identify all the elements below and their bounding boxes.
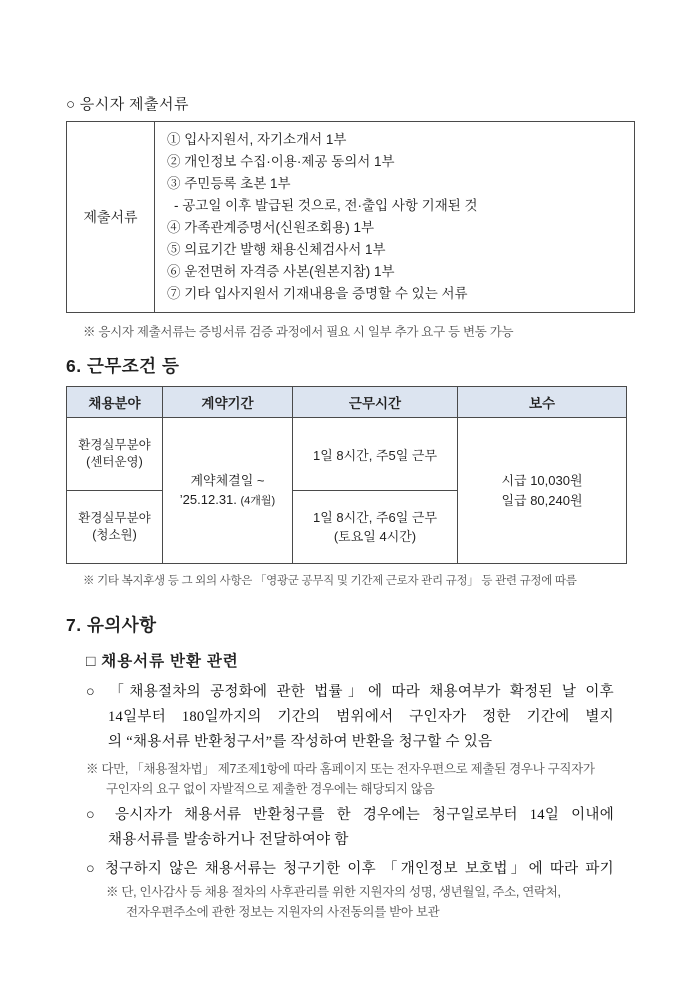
hourly-pay: 시급 10,030원 (501, 472, 583, 488)
doc-item-5: ⑤ 의료기간 발행 채용신체검사서 1부 (167, 242, 386, 257)
field-name: 환경실무분야 (78, 511, 151, 525)
notice-list (86, 680, 614, 922)
contract-end (163, 490, 292, 511)
col-header-pay: 보수 (458, 387, 627, 418)
col-header-hours: 근무시간 (293, 387, 458, 418)
submit-docs-table (66, 121, 635, 313)
field-subname: (센터운영) (86, 455, 143, 469)
hours-cell-cleaner (293, 491, 458, 564)
doc-item-1: ① 입사지원서, 자기소개서 1부 (167, 132, 347, 147)
col-header-contract: 계약기간 (163, 387, 293, 418)
notice-p1-line3: 의 “채용서류 반환청구서”를 작성하여 반환을 청구할 수 있음 (108, 734, 493, 750)
submit-docs-list-cell (155, 122, 635, 313)
field-name: 환경실무분야 (78, 438, 151, 452)
notice-p1-line1: ○ 「채용절차의 공정화에 관한 법률」에 따라 채용여부가 확정된 날 이후 (86, 684, 614, 700)
notice-remark2 (106, 882, 614, 922)
doc-item-7: ⑦ 기타 입사지원서 기재내용을 증명할 수 있는 서류 (167, 286, 468, 301)
document-content (66, 93, 636, 922)
doc-item-4: ④ 가족관계증명서(신원조회용) 1부 (167, 220, 375, 235)
contract-end-date: ’25.12.31. (179, 491, 237, 507)
table-row (67, 122, 635, 313)
notice-remark2-line2: 전자우편주소에 관한 정보는 지원자의 사전동의를 받아 보관 (126, 905, 440, 919)
submit-docs-note: ※ 응시자 제출서류는 증빙서류 검증 과정에서 필요 시 일부 추가 요구 등 변동 가능 (83, 325, 514, 339)
hours-line: 1일 8시간, 주6일 근무 (312, 510, 438, 525)
notice-remark2-line1: ※ 단, 인사감사 등 채용 절차의 사후관리를 위한 지원자의 성명, 생년월일, 주소, 연락처, (106, 885, 561, 899)
section7-title: 7. 유의사항 (66, 615, 157, 635)
submit-docs-heading: ○ 응시자 제출서류 (66, 97, 189, 113)
field-subname: (청소원) (92, 528, 137, 542)
submit-docs-row-label: 제출서류 (67, 122, 155, 313)
table-header-row (67, 387, 627, 418)
pay-block (501, 471, 582, 511)
notice-remark1-line2: 구인자의 요구 없이 자발적으로 제출한 경우에는 해당되지 않음 (106, 782, 435, 796)
field-cell-center-ops (67, 418, 163, 491)
notice-remark1-line1: ※ 다만, 「채용절차법」 제7조제1항에 따라 홈페이지 또는 전자우편으로 제출된 경우나 구직자가 (86, 762, 595, 776)
work-conditions-note: ※ 기타 복지후생 등 그 외의 사항은 「영광군 공무직 및 기간제 근로자 관리 규정」 등 관련 규정에 따름 (83, 575, 577, 587)
notice-p2-line2: 채용서류를 발송하거나 전달하여야 함 (108, 832, 349, 848)
doc-item-6: ⑥ 운전면허 자격증 사본(원본지참) 1부 (167, 264, 395, 279)
doc-item-2: ② 개인정보 수집·이용·제공 동의서 1부 (167, 154, 395, 169)
pay-cell (458, 418, 627, 564)
table-row (67, 418, 627, 491)
hours-subline: (토요일 4시간) (333, 529, 417, 544)
notice-p1-line2: 14일부터 180일까지의 기간의 범위에서 구인자가 정한 기간에 별지 (108, 709, 614, 725)
doc-item-3: ③ 주민등록 초본 1부 (167, 176, 291, 191)
contract-period-cell (163, 418, 293, 564)
section7-subtitle: □ 채용서류 반환 관련 (86, 653, 239, 670)
field-cell-cleaner (67, 491, 163, 564)
contract-duration: (4개월) (240, 494, 276, 507)
notice-p3-line1: ○ 청구하지 않은 채용서류는 청구기한 이후 「개인정보 보호법」에 따라 파기 (86, 861, 614, 877)
contract-start: 계약체결일 ~ (190, 472, 265, 488)
work-conditions-table (66, 386, 627, 564)
daily-pay: 일급 80,240원 (501, 492, 583, 508)
hours-cell-ops: 1일 8시간, 주5일 근무 (293, 418, 458, 491)
section6-title: 6. 근무조건 등 (66, 356, 180, 376)
col-header-field: 채용분야 (67, 387, 163, 418)
doc-item-3-sub: - 공고일 이후 발급된 것으로, 전·출입 사항 기재된 것 (174, 198, 478, 213)
notice-p2-line1: ○ 응시자가 채용서류 반환청구를 한 경우에는 청구일로부터 14일 이내에 (86, 807, 614, 823)
